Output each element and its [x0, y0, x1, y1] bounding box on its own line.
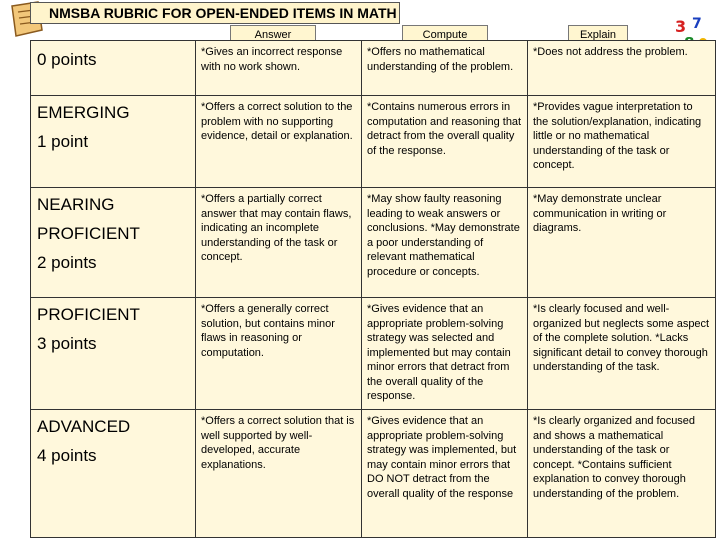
table-row [31, 188, 716, 298]
page-title: NMSBA RUBRIC FOR OPEN-ENDED ITEMS IN MATH [30, 2, 400, 24]
compute-cell: *Gives evidence that an appropriate problem-solving strategy was selected and implemented but may contain minor errors that detract from the overall quality of the response. [362, 298, 528, 410]
column-header-explain: Explain [568, 25, 628, 45]
answer-cell: *Offers a partially correct answer that may contain flaws, indicating an incomplete understanding of the task or concept. [196, 188, 362, 298]
level-label: ADVANCED [37, 417, 131, 436]
column-header-answer: Answer [230, 25, 316, 45]
level-cell [31, 298, 196, 410]
level-cell [31, 188, 196, 298]
explain-cell: *Provides vague interpretation to the solution/explanation, indicating little or no mathematical understanding of the task or concept. [528, 96, 716, 188]
column-header-compute: Compute [402, 25, 488, 45]
table-row [31, 298, 716, 410]
points-label: 1 point [37, 132, 89, 151]
compute-cell: *May show faulty reasoning leading to weak answers or conclusions. *May demonstrate a poor understanding of relevant mathematical procedure or concepts. [362, 188, 528, 298]
explain-cell: *Is clearly focused and well-organized but neglects some aspect of the complete solution. *Lacks significant detail to convey thorough understanding of the task. [528, 298, 716, 410]
level-cell [31, 96, 196, 188]
compute-cell: *Gives evidence that an appropriate problem-solving strategy was implemented, but may contain minor errors that DO NOT detract from the overall quality of the response [362, 410, 528, 538]
level-label: EMERGING [37, 103, 130, 122]
points-label: 4 points [37, 446, 97, 465]
level-label: PROFICIENT [37, 305, 140, 324]
logo-digit-3: 3 [675, 17, 687, 36]
points-label: 0 points [37, 50, 97, 69]
logo-digit-7: 7 [692, 16, 702, 32]
level-cell [31, 41, 196, 96]
rubric-table [30, 40, 716, 538]
answer-cell: *Gives an incorrect response with no work shown. [196, 41, 362, 96]
level-cell [31, 410, 196, 538]
explain-cell: *Is clearly organized and focused and shows a mathematical understanding of the task or concept. *Contains sufficient explanation to convey thorough understanding of the problem. [528, 410, 716, 538]
table-row [31, 96, 716, 188]
answer-cell: *Offers a correct solution that is well supported by well-developed, accurate explanations. [196, 410, 362, 538]
points-label: 3 points [37, 334, 97, 353]
compute-cell: *Offers no mathematical understanding of the problem. [362, 41, 528, 96]
answer-cell: *Offers a generally correct solution, but contains minor flaws in reasoning or computation. [196, 298, 362, 410]
table-row [31, 41, 716, 96]
points-label: 2 points [37, 253, 97, 272]
compute-cell: *Contains numerous errors in computation and reasoning that detract from the overall quality of the response. [362, 96, 528, 188]
explain-cell: *May demonstrate unclear communication in writing or diagrams. [528, 188, 716, 298]
level-label: NEARING PROFICIENT [37, 195, 140, 243]
table-row [31, 410, 716, 538]
explain-cell: *Does not address the problem. [528, 41, 716, 96]
answer-cell: *Offers a correct solution to the problem with no supporting evidence, detail or explanation. [196, 96, 362, 188]
